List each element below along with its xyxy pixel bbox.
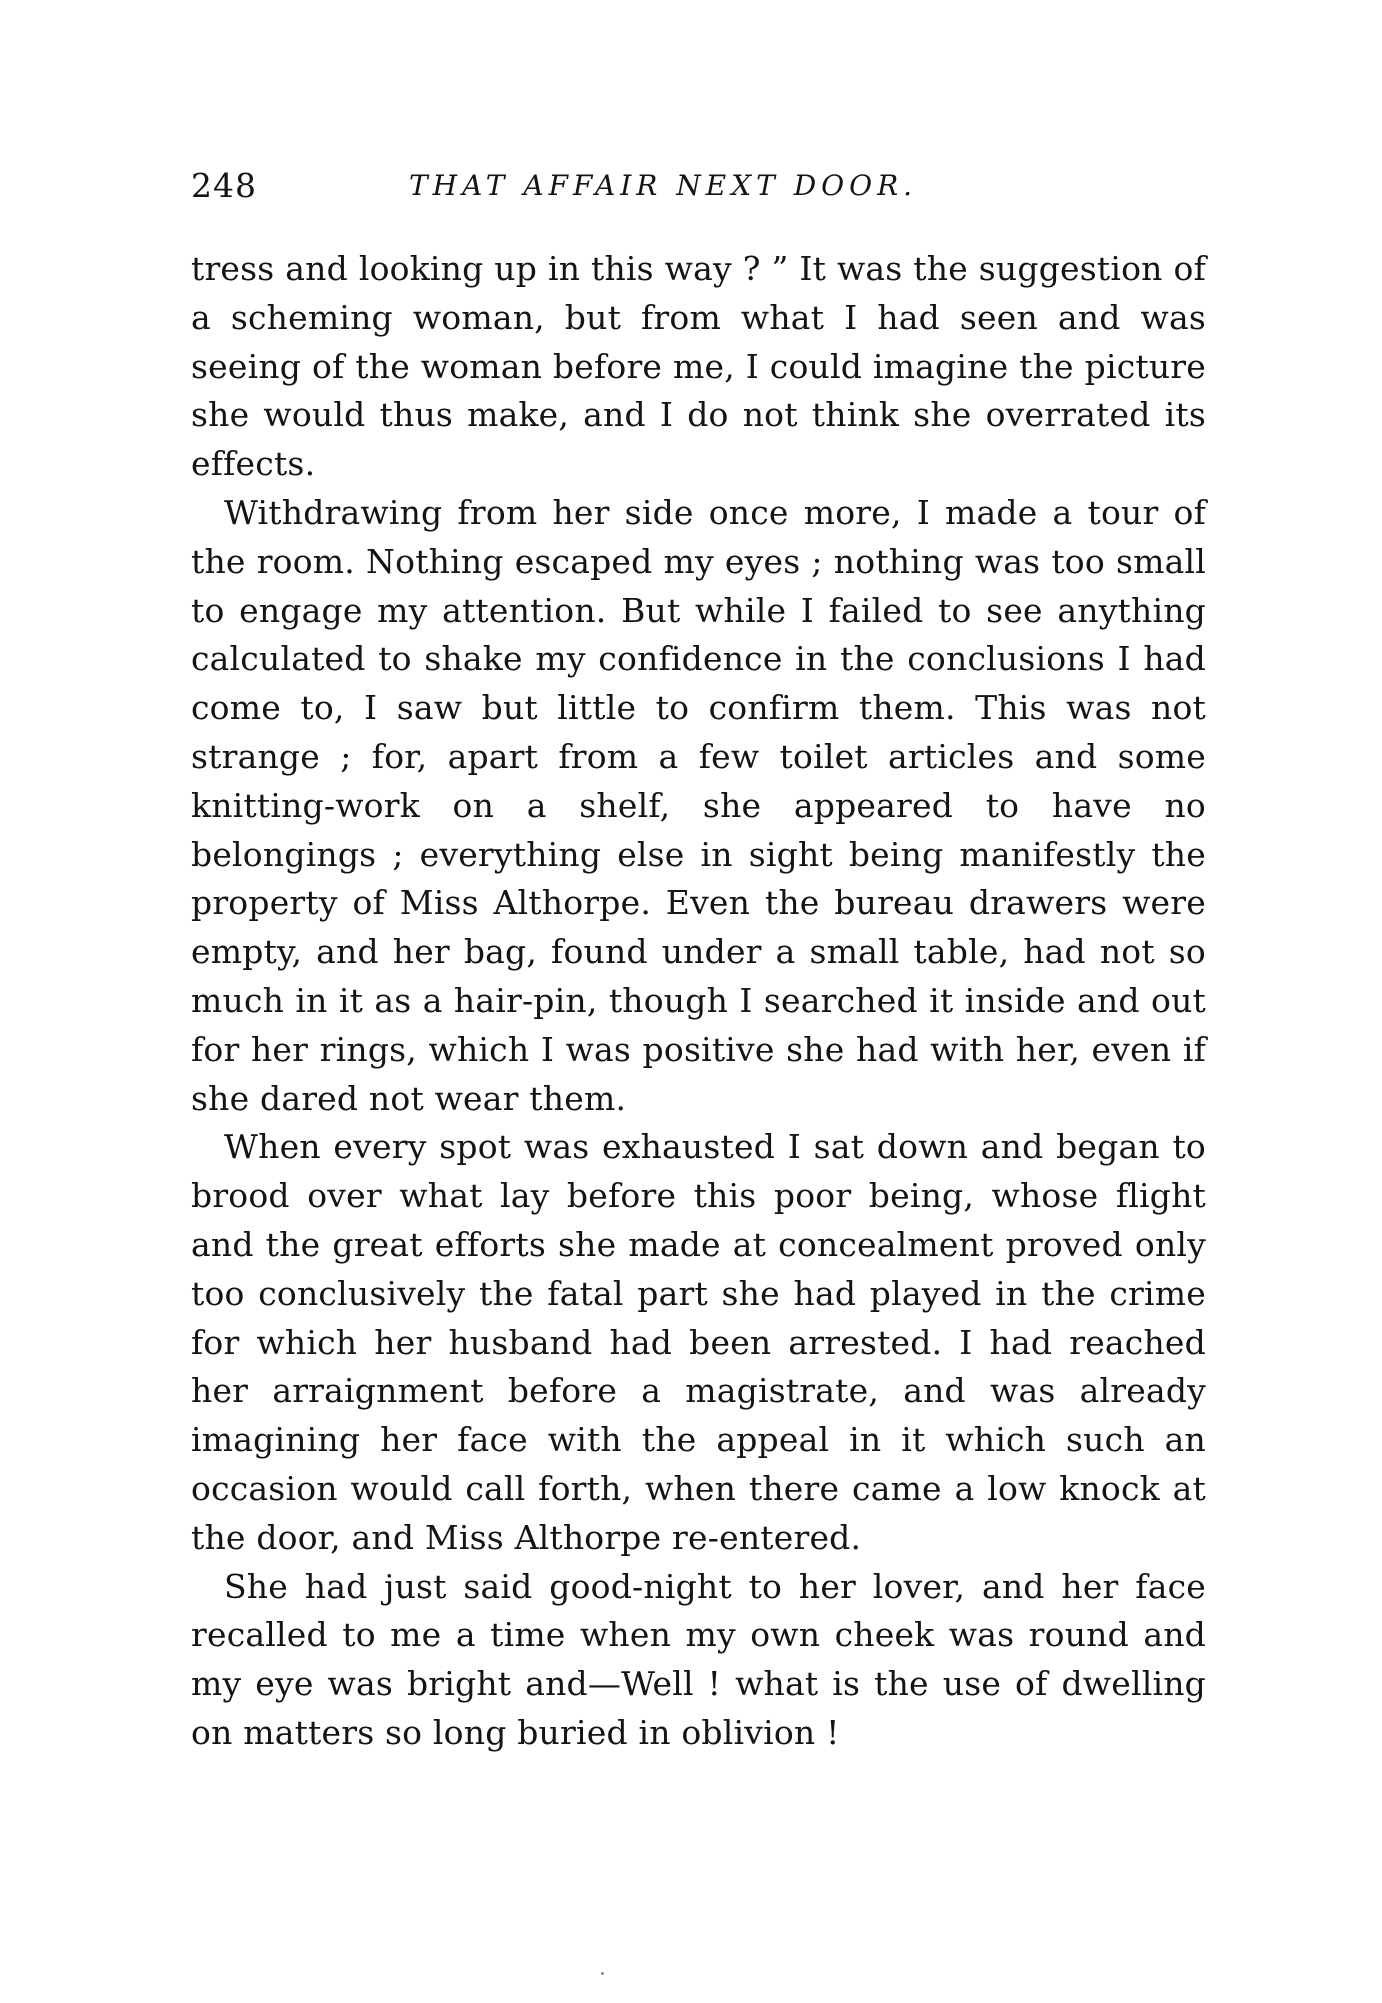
- page-number: 248: [191, 166, 257, 205]
- paragraph-miss-althorpe: She had just said good-night to her lover, and her face recalled to me a time when my own cheek was round and my eye was bright and—Well ! what is the use of dwelling on matters so long buried in oblivion !: [191, 1566, 1206, 1752]
- paragraph-continuation: tress and looking up in this way ? ” It was the suggestion of a scheming woman, but from what I had seen and was seeing of the woman before me, I could imagine the picture she would thus make, and I do not think she overrated its effects.: [191, 249, 1206, 484]
- paragraph-brooding: When every spot was exhausted I sat down and began to brood over what lay before this poor being, whose flight and the great efforts she made at concealment proved only too conclusively the fatal part she had played in the crime for which her husband had been arrested. I had reached her arraignment before a magistrate, and was already imagining her face with the appeal in it which such an occasion would call forth, when there came a low knock at the door, and Miss Althorpe re-entered.: [191, 1127, 1206, 1557]
- running-title: THAT AFFAIR NEXT DOOR.: [409, 169, 918, 202]
- page-speck: [601, 1972, 604, 1975]
- body-text: [191, 245, 1206, 1758]
- running-header: [191, 160, 1206, 212]
- paragraph-room-search: Withdrawing from her side once more, I made a tour of the room. Nothing escaped my eyes ; nothing was too small to engage my attention. But while I failed to see anything calculated to shake my confidence in the conclusions I had come to, I saw but little to confirm them. This was not strange ; for, apart from a few toilet articles and some knitting-work on a shelf, she appeared to have no belongings ; everything else in sight being manifestly the property of Miss Althorpe. Even the bureau drawers were empty, and her bag, found under a small table, had not so much in it as a hair-pin, though I searched it inside and out for her rings, which I was positive she had with her, even if she dared not wear them.: [191, 492, 1206, 1118]
